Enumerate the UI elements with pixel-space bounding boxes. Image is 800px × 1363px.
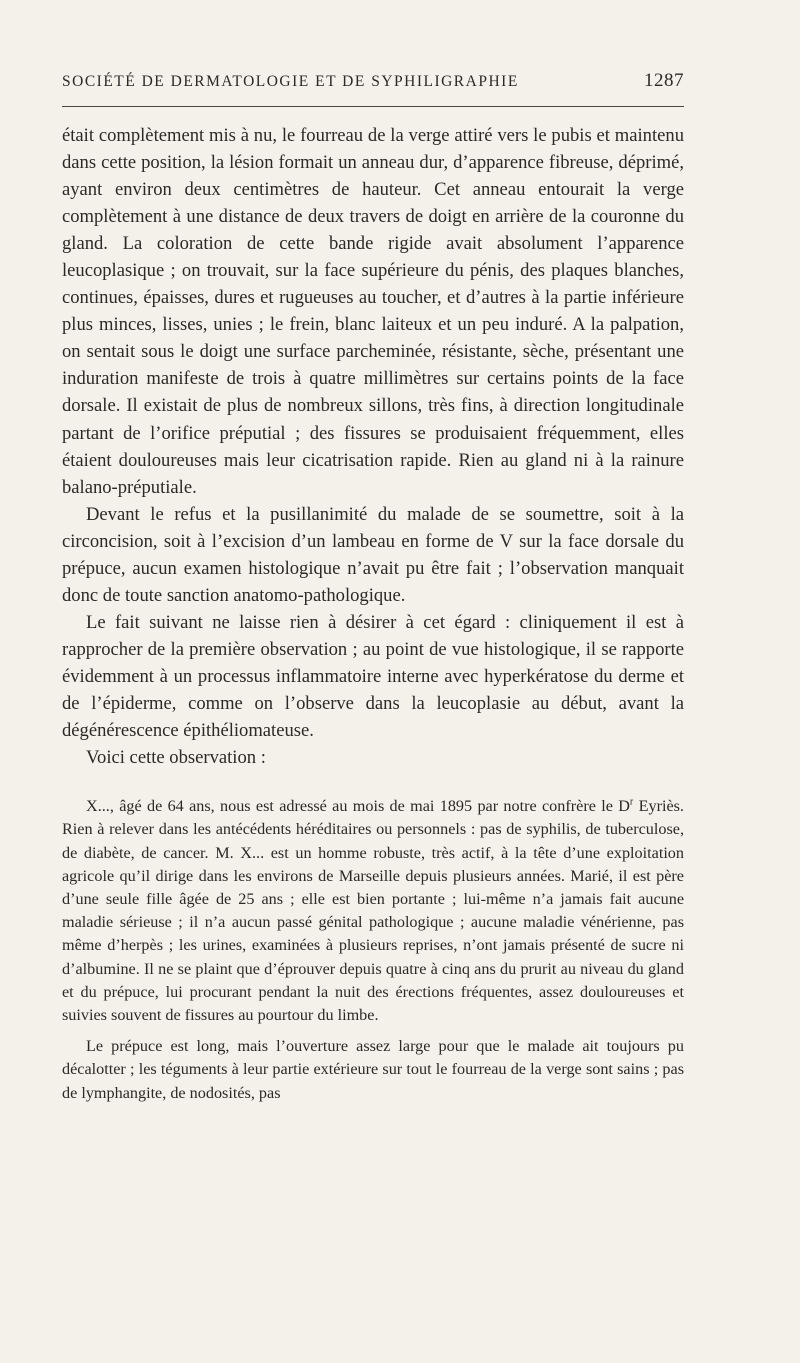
observation-paragraph-exam: Le prépuce est long, mais l’ouverture assez large pour que le malade ait toujours pu décalotter ; les téguments à leur partie extérieure sur tout le fourreau de la verge sont sains ; pas de lymphangite, de nodosités, pas [62, 1037, 684, 1102]
paragraph-continued: était complètement mis à nu, le fourreau de la verge attiré vers le pubis et maintenu dans cette position, la lésion formait un anneau dur, d’apparence fibreuse, déprimé, ayant environ deux centimètres de hauteur. Cet anneau entourait la verge complètement à une distance de deux travers de doigt en arrière de la couronne du gland. La coloration de cette bande rigide avait absolument l’apparence leucoplasique ; on trouvait, sur la face supérieure du pénis, des plaques blanches, continues, épaisses, dures et rugueuses au toucher, et d’autres à la partie inférieure plus minces, lisses, unies ; le frein, blanc laiteux et un peu induré. A la palpation, on sentait sous le doigt une surface parcheminée, résistante, sèche, présentant une induration manifeste de trois à quatre millimètres sur certains points de la face dorsale. Il existait de plus de nombreux sillons, très fins, à direction longitudinale partant de l’orifice préputial ; des fissures se produisaient fréquemment, elles étaient douloureuses mais leur cicatrisation rapide. Rien au gland ni à la rainure balano-préputiale. [62, 125, 684, 498]
paragraph-following-case: Le fait suivant ne laisse rien à désirer à cet égard : cliniquement il est à rapprocher de la première observation ; au point de vue histologique, il se rapporte évidemment à un processus inflammatoire interne avec hyperkératose du derme et de l’épiderme, comme on l’observe dans la leucoplasie au début, avant la dégénérescence épithéliomateuse. [62, 611, 684, 742]
doctor-abbrev-sup: r [629, 796, 634, 808]
page-number: 1287 [644, 70, 684, 91]
paragraph-refusal: Devant le refus et la pusillanimité du malade de se soumettre, soit à la circoncision, soit à l’excision d’un lambeau en forme de V sur la face dorsale du prépuce, aucun examen histologique n’avait pu être fait ; l’observation manquait donc de toute sanction anatomo-pathologique. [62, 503, 684, 606]
running-title: SOCIÉTÉ DE DERMATOLOGIE ET DE SYPHILIGRAPHIE [62, 73, 519, 90]
body-text [62, 122, 684, 1105]
page-header [62, 70, 684, 98]
header-rule [62, 106, 684, 107]
observation-text-start: X..., âgé de 64 ans, nous est adressé au mois de mai 1895 par notre confrère le D [86, 797, 630, 816]
paragraph-observation-intro: Voici cette observation : [86, 747, 266, 769]
observation-text-rest: Eyriès. Rien à relever dans les antécédents héréditaires ou personnels : pas de syphilis, de tuberculose, de diabète, de cancer. M. X... est un homme robuste, très actif, à la tête d’une exploitation agricole qu’il dirige dans les environs de Marseille depuis plusieurs années. Marié, il est père d’une seule fille âgée de 25 ans ; elle est bien portante ; lui-même n’a jamais fait aucune maladie sérieuse ; il n’a aucun passé génital pathologique ; aucune maladie vénérienne, pas même d’herpès ; les urines, examinées à plusieurs reprises, n’ont jamais présenté de sucre ni d’albumine. Il ne se plaint que d’éprouver depuis quatre à cinq ans du prurit au niveau du gland et du prépuce, lui procurant pendant la nuit des érections fréquentes, assez douloureuses et suivies souvent de fissures au pourtour du limbe. [62, 797, 684, 1024]
case-observation [62, 795, 684, 1105]
observation-paragraph-history [62, 795, 684, 1027]
